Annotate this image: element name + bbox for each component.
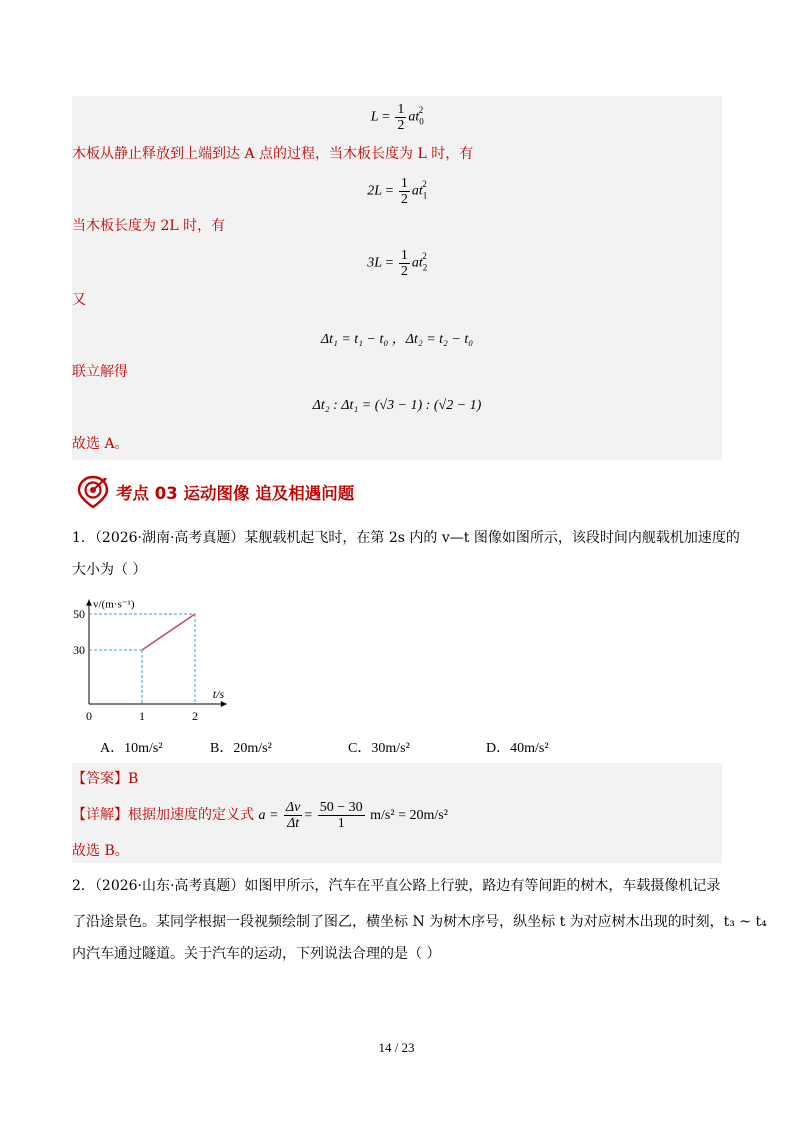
detail-tag: 【详解】 [72, 807, 128, 823]
solution-line-3: 又 [72, 292, 86, 308]
series-line [142, 614, 195, 650]
formula-4: Δt₁ = t₁ − t₀ ，Δt₂ = t₂ − t₀ [320, 332, 474, 347]
section-heading [76, 474, 354, 510]
formula-1-sup: 2 [418, 105, 424, 116]
formula-1-sub: 0 [419, 116, 424, 127]
section-title: 考点 03 运动图像 追及相遇问题 [116, 484, 355, 503]
option-d[interactable]: D．40m/s² [486, 741, 549, 756]
fraction-den: Δt [287, 816, 300, 832]
y-tick-label: 50 [73, 607, 85, 621]
formula-3: 3L = $\frac{1}{2}$ $at_2^2$ [367, 248, 428, 279]
page-number: 14 / 23 [378, 1040, 415, 1055]
x-axis-arrow [221, 701, 227, 707]
formula-3-sup: 2 [422, 251, 427, 262]
solution-line-5: 故选 A。 [72, 436, 129, 452]
fraction-num: 50 − 30 [319, 800, 363, 816]
formula-2-lhs: 2L [367, 183, 382, 199]
formula-2-sub: 1 [422, 190, 428, 201]
y-axis-label: v/(m·s⁻¹) [93, 598, 135, 611]
formula-1-lhs: L [370, 109, 379, 125]
answer-line [72, 769, 138, 789]
y-axis-arrow [86, 600, 92, 606]
option-b[interactable]: B．20m/s² [210, 741, 272, 756]
detail-formula-lhs: a = [258, 808, 279, 823]
detail-text: 根据加速度的定义式 [128, 807, 254, 823]
fraction [399, 176, 410, 207]
fraction [318, 800, 365, 831]
x-tick-label: 1 [139, 709, 145, 723]
detail-line [72, 800, 448, 831]
option-c[interactable]: C．30m/s² [348, 741, 410, 756]
formula-2-rhs: at [411, 183, 423, 199]
detail-formula: a = $\frac{\Delta v}{\Delta t}$ = $\frac{50 - 30}{1}$ m/s² = 20m/s² [258, 800, 448, 832]
formula-3-sub: 2 [422, 262, 428, 273]
fraction-den: 2 [397, 118, 405, 133]
answer-value: B [128, 771, 139, 787]
formula-1-rhs: at [408, 109, 420, 125]
solution-line-4: 联立解得 [72, 364, 128, 380]
formula-2-sup: 2 [422, 179, 427, 190]
q2-text-line-2: 了沿途景色。某同学根据一段视频绘制了图乙，横坐标 N 为树木序号，纵坐标 t 为对应树木出现的时刻，t₃ ~ t₄ [72, 914, 767, 930]
vt-chart [72, 586, 272, 726]
q2-text-line-3: 内汽车通过隧道。关于汽车的运动，下列说法合理的是（ ） [72, 946, 441, 962]
conclusion-line: 故选 B。 [72, 843, 129, 859]
formula-3-rhs: at [411, 255, 423, 271]
x-axis-label: t/s [212, 687, 225, 701]
answer-tag: 【答案】 [72, 771, 128, 787]
formula-3-lhs: 3L [367, 255, 382, 271]
fraction-num: Δv [285, 800, 301, 816]
fraction [284, 800, 302, 831]
fraction-den: 1 [337, 816, 345, 832]
fraction-num: 1 [397, 102, 405, 117]
solution-line-1: 木板从静止释放到上端到达 A 点的过程，当木板长度为 L 时，有 [72, 146, 474, 162]
target-icon [76, 475, 110, 509]
formula-2: 2L = $\frac{1}{2}$ $at_1^2$ [367, 176, 428, 207]
fraction-num: 1 [400, 248, 408, 263]
x-tick-label: 0 [86, 709, 92, 723]
formula-1: L = $\frac{1}{2}$ $at_0^2$ [370, 102, 424, 133]
fraction [399, 248, 410, 279]
fraction-den: 2 [400, 264, 408, 279]
q1-text-line-1: 1．（2026·湖南·高考真题）某舰载机起飞时，在第 2s 内的 v—t 图像如图所示，该段时间内舰载机加速度的 [72, 530, 740, 546]
fraction [395, 102, 406, 133]
q1-text-line-2: 大小为（ ） [72, 562, 147, 578]
fraction-num: 1 [400, 176, 408, 191]
y-tick-label: 30 [73, 643, 85, 657]
fraction-den: 2 [400, 192, 408, 207]
x-tick-label: 2 [192, 709, 198, 723]
detail-formula-unit: m/s² = 20m/s² [370, 808, 448, 823]
option-a[interactable]: A．10m/s² [100, 741, 163, 756]
solution-line-2: 当木板长度为 2L 时，有 [72, 218, 226, 234]
formula-5: Δt₂ : Δt₁ = (√3 − 1) : (√2 − 1) [312, 398, 482, 413]
q2-text-line-1: 2．（2026·山东·高考真题）如图甲所示，汽车在平直公路上行驶，路边有等间距的树木，车载摄像机记录 [72, 878, 721, 894]
